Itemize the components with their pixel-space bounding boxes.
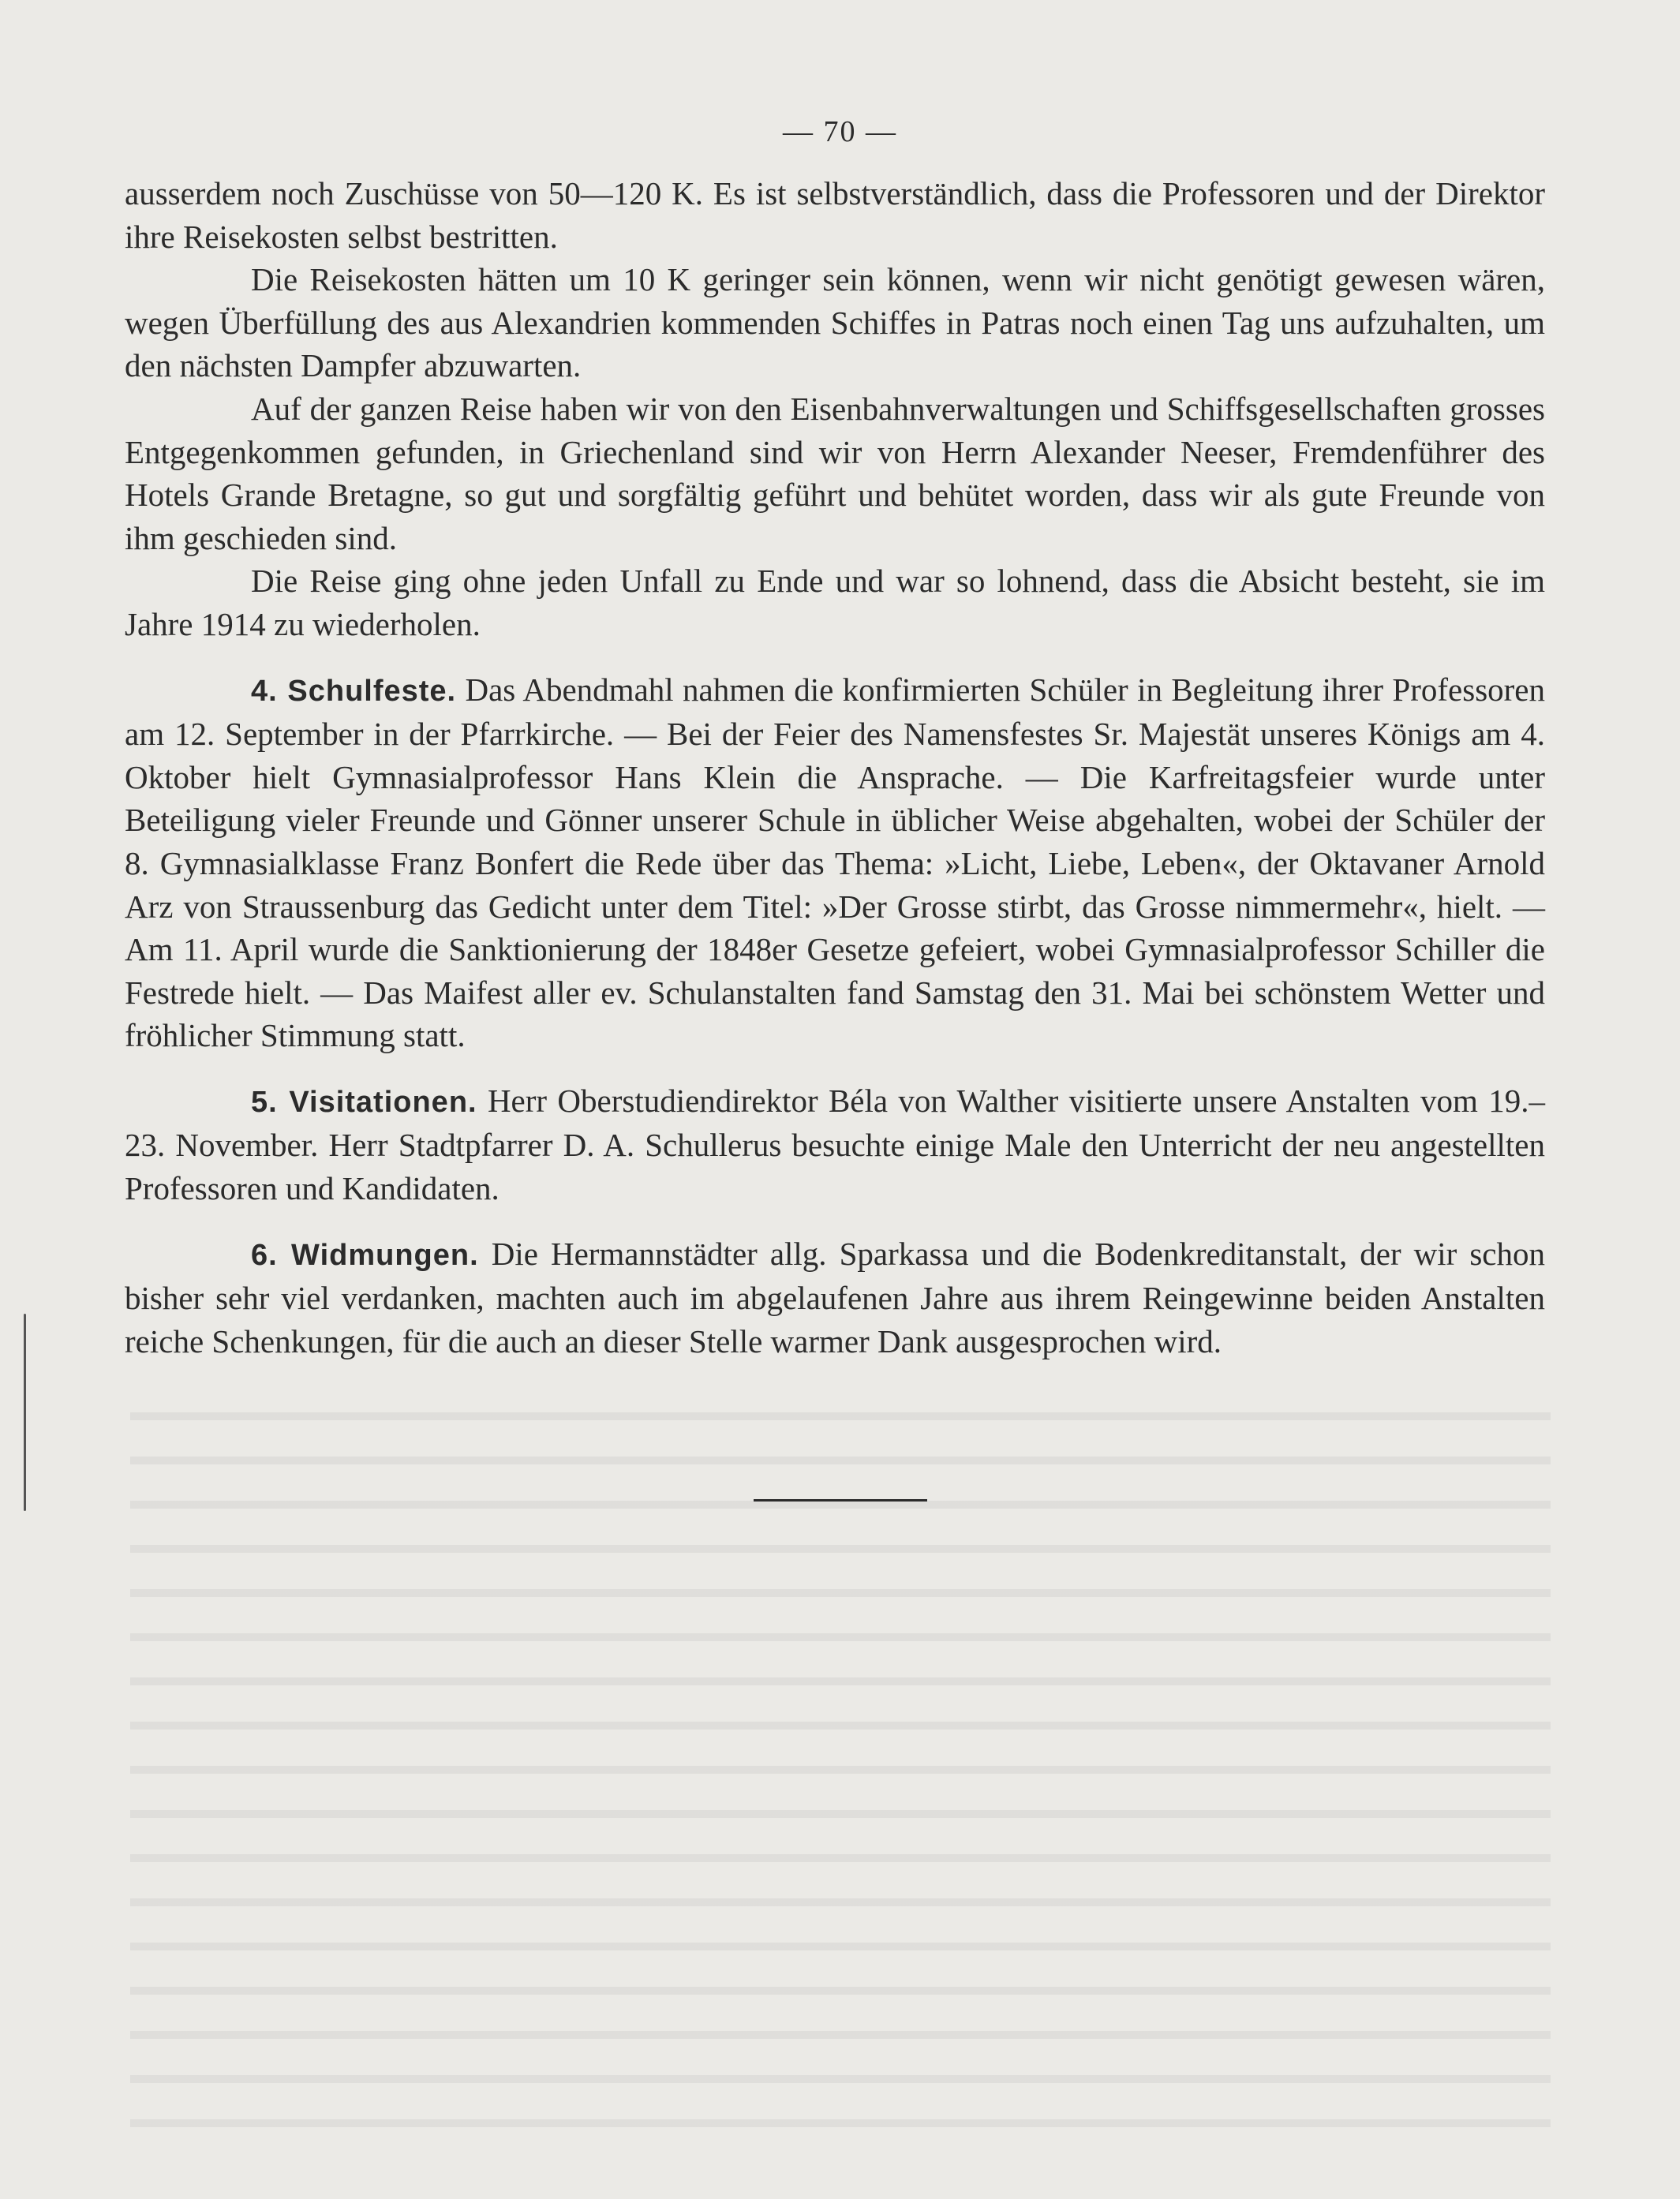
spacer (125, 1210, 1545, 1232)
paragraph-reise-ende: Die Reise ging ohne jeden Unfall zu Ende und war so lohnend, dass die Absicht besteht, sie im Jahre 1914 zu wiederholen. (125, 563, 1545, 642)
spacer (125, 1057, 1545, 1079)
end-rule (754, 1499, 927, 1502)
section-visitationen (125, 1079, 1545, 1210)
section-text-schulfeste: Das Abendmahl nahmen die konfirmierten Schüler in Begleitung ihrer Professoren am 12. September in der Pfarrkirche. — Bei der Feier des Namensfestes Sr. Majestät unseres Königs am 4. Oktober hielt Gymnasialprofessor Hans Klein die Ansprache. — Die Karfreitagsfeier wurde unter Beteiligung vieler Freunde und Gönner unserer Schule in üblicher Weise abgehalten, wobei der Schüler der 8. Gymnasialklasse Franz Bonfert die Rede über das Thema: »Licht, Liebe, Leben«, der Oktavaner Arnold Arz von Straussenburg das Gedicht unter dem Titel: »Der Grosse stirbt, das Grosse nimmermehr«, hielt. — Am 11. April wurde die Sanktionierung der 1848er Gesetze gefeiert, wobei Gymnasialprofessor Schiller die Festrede hielt. — Das Maifest aller ev. Schulanstalten fand Samstag den 31. Mai bei schönstem Wetter und fröhlicher Stimmung statt. (125, 671, 1545, 1054)
section-text-visitationen: Herr Oberstudiendirektor Béla von Walther visitierte unsere Anstalten vom 19.–23. November. Herr Stadtpfarrer D. A. Schullerus besuchte einige Male den Unterricht der neu angestellten Professoren und Kandidaten. (125, 1082, 1546, 1207)
paragraph-continuation: ausserdem noch Zuschüsse von 50—120 K. Es ist selbstverständlich, dass die Professoren und der Direktor ihre Reisekosten selbst bestritten. (125, 175, 1545, 255)
spacer (125, 646, 1545, 668)
page-number: — 70 — (783, 115, 897, 148)
section-text-widmungen: Die Hermannstädter allg. Sparkassa und die Bodenkreditanstalt, der wir schon bisher sehr viel verdanken, machten auch im abgelaufenen Jahre aus ihrem Reingewinne beiden Anstalten reiche Schenkungen, für die auch an dieser Stelle warmer Dank ausgesprochen wird. (125, 1235, 1545, 1359)
section-heading-widmungen: 6. Widmungen. (251, 1238, 479, 1272)
section-heading-visitationen: 5. Visitationen. (251, 1085, 477, 1119)
section-heading-schulfeste: 4. Schulfeste. (251, 674, 457, 708)
section-schulfeste (125, 668, 1545, 1057)
paragraph-reisekosten: Die Reisekosten hätten um 10 K geringer sein können, wenn wir nicht genötigt gewesen wären, wegen Überfüllung des aus Alexandrien kommenden Schiffes in Patras noch einen Tag uns aufzuhalten, um den nächsten Dampfer abzuwarten. (125, 261, 1545, 384)
paragraph-entgegenkommen: Auf der ganzen Reise haben wir von den Eisenbahnverwaltungen und Schiffsgesellschaften grosses Entgegenkommen gefunden, in Griechenland sind wir von Herrn Alexander Neeser, Fremdenführer des Hotels Grande Bretagne, so gut und sorgfältig geführt und behütet worden, dass wir als gute Freunde von ihm geschieden sind. (125, 390, 1545, 556)
body-text (125, 172, 1545, 1363)
section-widmungen (125, 1232, 1545, 1363)
margin-pencil-mark (24, 1314, 26, 1511)
bleed-through-shadow (130, 1389, 1551, 2162)
